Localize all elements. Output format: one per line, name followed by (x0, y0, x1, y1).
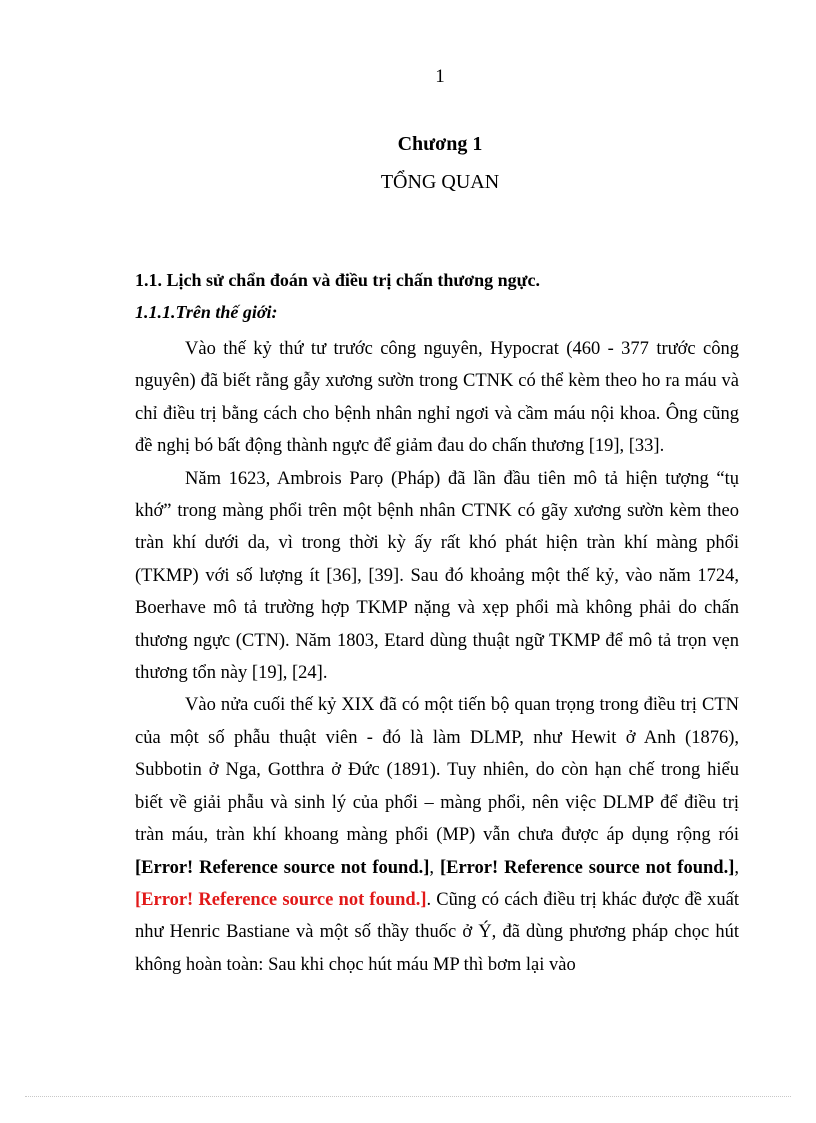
section-heading-1-1: 1.1. Lịch sử chẩn đoán và điều trị chấn thương ngực. (135, 270, 540, 290)
reference-separator: , (734, 857, 739, 878)
paragraph-1: Vào thế kỷ thứ tư trước công nguyên, Hypocrat (460 - 377 trước công nguyên) đã biết rằng gẫy xương sườn trong CTNK có thể kèm theo ho ra máu và chỉ điều trị bằng cách cho bệnh nhân nghỉ ngơi và cầm máu nội khoa. Ông cũng đề nghị bó bất động thành ngực để giảm đau do chấn thương [19], [33]. (135, 339, 739, 457)
reference-separator: , (429, 857, 440, 878)
paragraph-3-text-b: . Cũng có cách điều trị khác được đề xuất như Henric Bastiane và một số thầy thuốc ở Ý, đã dùng phương pháp chọc hút không hoàn toàn: Sau khi chọc hút máu MP thì bơm lại vào (135, 889, 739, 975)
section-heading-1-1-1: 1.1.1.Trên thế giới: (135, 302, 278, 322)
reference-error-3: [Error! Reference source not found.] (135, 889, 427, 910)
chapter-label: Chương 1 (397, 133, 483, 155)
page-number: 1 (435, 66, 445, 87)
page-bottom-divider (25, 1096, 791, 1097)
paragraph-2: Năm 1623, Ambrois Parọ (Pháp) đã lần đầu tiên mô tả hiện tượng “tụ khớ” trong màng phổi trên một bệnh nhân CTNK có gãy xương sườn kèm theo tràn khí dưới da, vì trong thời kỳ ấy rất khó phát hiện tràn khí màng phổi (TKMP) với số lượng ít [36], [39]. Sau đó khoảng một thế kỷ, vào năm 1724, Boerhave mô tả trường hợp TKMP nặng và xẹp phổi mà không phải do chấn thương ngực (CTN). Năm 1803, Etard dùng thuật ngữ TKMP để mô tả trọn vẹn thương tổn này [19], [24]. (135, 468, 739, 684)
chapter-title: TỔNG QUAN (380, 171, 500, 193)
paragraph-3 (135, 689, 739, 981)
body-text (135, 333, 739, 981)
reference-error-1: [Error! Reference source not found.] (135, 857, 430, 878)
reference-error-2: [Error! Reference source not found.] (439, 857, 735, 878)
paragraph-3-text-a: Vào nửa cuối thế kỷ XIX đã có một tiến bộ quan trọng trong điều trị CTN của một số phẫu thuật viên - đó là làm DLMP, như Hewit ở Anh (1876), Subbotin ở Nga, Gotthra ở Đức (1891). Tuy nhiên, do còn hạn chế trong hiểu biết về giải phẫu và sinh lý của phổi – màng phổi, nên việc DLMP để điều trị tràn máu, tràn khí khoang màng phổi (MP) vẫn chưa được áp dụng rộng rói (135, 695, 739, 846)
